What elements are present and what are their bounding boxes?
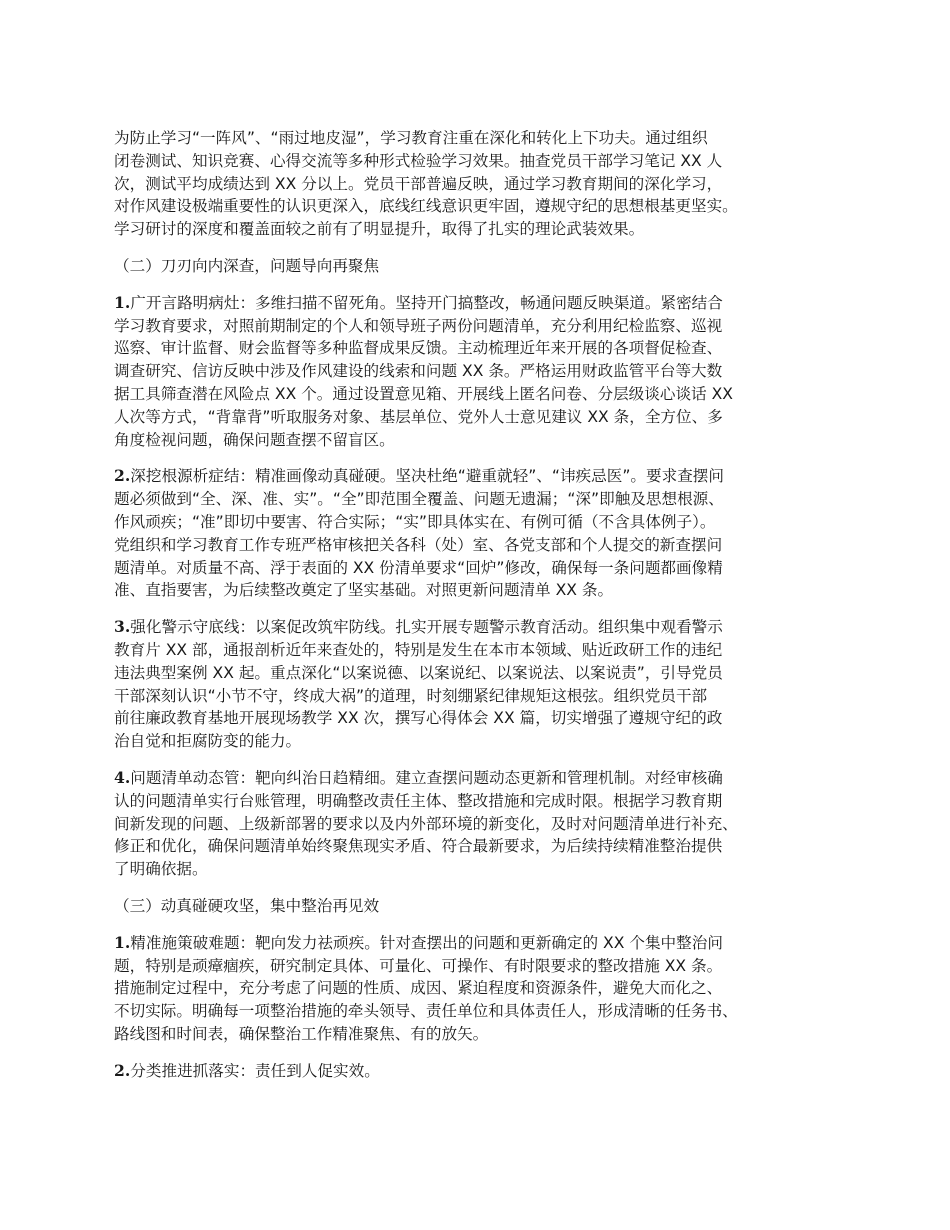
item-number: 3. <box>114 617 131 637</box>
text-line: 了明确依据。 <box>114 860 208 879</box>
text-line: 路线图和时间表，确保整治工作精准聚焦、有的放矢。 <box>114 1024 489 1043</box>
text-line: 广开言路明病灶：多维扫描不留死角。坚持开门搞整改，畅通问题反映渠道。紧密结合 <box>130 293 723 312</box>
item-number: 1. <box>114 292 131 312</box>
section3-item-1 <box>114 932 854 1046</box>
text-line: 人次等方式，“背靠背”听取服务对象、基层单位、党外人士意见建议 XX 条，全方位、多 <box>114 407 723 426</box>
text-line: 角度检视问题，确保问题查摆不留盲区。 <box>114 430 395 449</box>
text-line: 间新发现的问题、上级新部署的要求以及内外部环境的新变化，及时对问题清单进行补充、 <box>114 814 738 833</box>
text-line: 调查研究、信访反映中涉及作风建设的线索和问题 XX 条。严格运用财政监管平台等大数 <box>114 362 723 381</box>
item-number: 2. <box>114 466 131 486</box>
text-line: 不切实际。明确每一项整治措施的牵头领导、责任单位和具体责任人，形成清晰的任务书、 <box>114 1002 738 1021</box>
item-number: 1. <box>114 932 131 952</box>
section2-item-2 <box>114 465 854 602</box>
text-line: 闭卷测试、知识竞赛、心得交流等多种形式检验学习效果。抽查党员干部学习笔记 XX 人 <box>114 151 723 170</box>
section3-item-2 <box>114 1060 854 1083</box>
text-line: 精准施策破难题：靶向发力祛顽疾。针对查摆出的问题和更新确定的 XX 个集中整治问 <box>130 933 723 952</box>
section-heading-2: （二）刀刃向内深查，问题导向再聚焦 <box>114 256 380 275</box>
section-heading-3: （三）动真碰硬攻坚，集中整治再见效 <box>114 896 380 915</box>
text-line: 措施制定过程中，充分考虑了问题的性质、成因、紧迫程度和资源条件，避免大而化之、 <box>114 979 723 998</box>
section2-item-1 <box>114 292 854 452</box>
text-line: 准、直指要害，为后续整改奠定了坚实基础。对照更新问题清单 XX 条。 <box>114 581 614 600</box>
section2-item-3 <box>114 616 854 753</box>
text-line: 为防止学习“一阵风”、“雨过地皮湿”，学习教育注重在深化和转化上下功夫。通过组织 <box>114 129 708 147</box>
text-line: 题，特别是顽瘴痼疾，研究制定具体、可量化、可操作、有时限要求的整改措施 XX 条。 <box>114 956 723 975</box>
text-line: 党组织和学习教育工作专班严格审核把关各科（处）室、各党支部和个人提交的新查摆问 <box>114 535 723 554</box>
text-line: 题清单。对质量不高、浮于表面的 XX 份清单要求“回炉”修改，确保每一条问题都画像精 <box>114 558 723 577</box>
text-line: 题必须做到“全、深、准、实”。“全”即范围全覆盖、问题无遗漏；“深”即触及思想根源、 <box>114 490 724 509</box>
text-line: 问题清单动态管：靶向纠治日趋精细。建立查摆问题动态更新和管理机制。对经审核确 <box>130 768 723 787</box>
text-line: 据工具筛查潜在风险点 XX 个。通过设置意见箱、开展线上匿名问卷、分层级谈心谈话 XX <box>114 384 733 403</box>
item-number: 4. <box>114 767 131 787</box>
text-line: 强化警示守底线：以案促改筑牢防线。扎实开展专题警示教育活动。组织集中观看警示 <box>130 618 723 637</box>
section2-item-4 <box>114 767 854 881</box>
text-line: 分类推进抓落实：责任到人促实效。 <box>130 1061 380 1080</box>
text-line: 作风顽疾；“准”即切中要害、符合实际；“实”即具体实在、有例可循（不含具体例子）。 <box>114 512 716 531</box>
text-line: 前往廉政教育基地开展现场教学 XX 次，撰写心得体会 XX 篇，切实增强了遵规守纪的政 <box>114 709 723 728</box>
text-line: 教育片 XX 部，通报剖析近年来查处的，特别是发生在本市本领域、贴近政研工作的违纪 <box>114 640 723 659</box>
text-line: 巡察、审计监督、财会监督等多种监督成果反馈。主动梳理近年来开展的各项督促检查、 <box>114 339 723 358</box>
item-number: 2. <box>114 1060 131 1080</box>
text-line: 深挖根源析症结：精准画像动真碰硬。坚决杜绝“避重就轻”、“讳疾忌医”。要求查摆问 <box>130 467 724 486</box>
text-line: 对作风建设极端重要性的认识更深入，底线红线意识更牢固，遵规守纪的思想根基更坚实。 <box>114 197 738 216</box>
text-line: 次，测试平均成绩达到 XX 分以上。党员干部普遍反映，通过学习教育期间的深化学习， <box>114 174 723 193</box>
intro-paragraph <box>114 127 854 241</box>
text-line: 学习研讨的深度和覆盖面较之前有了明显提升，取得了扎实的理论武装效果。 <box>114 220 645 239</box>
document-page <box>114 127 854 1082</box>
text-line: 干部深刻认识“小节不守，终成大祸”的道理，时刻绷紧纪律规矩这根弦。组织党员干部 <box>114 686 708 705</box>
text-line: 违法典型案例 XX 起。重点深化“以案说德、以案说纪、以案说法、以案说责”，引导党员 <box>114 663 723 682</box>
text-line: 修正和优化，确保问题清单始终聚焦现实矛盾、符合最新要求，为后续持续精准整治提供 <box>114 837 723 856</box>
text-line: 治自觉和拒腐防变的能力。 <box>114 732 302 751</box>
text-line: 学习教育要求，对照前期制定的个人和领导班子两份问题清单，充分利用纪检监察、巡视 <box>114 316 723 335</box>
text-line: 认的问题清单实行台账管理，明确整改责任主体、整改措施和完成时限。根据学习教育期 <box>114 791 723 810</box>
